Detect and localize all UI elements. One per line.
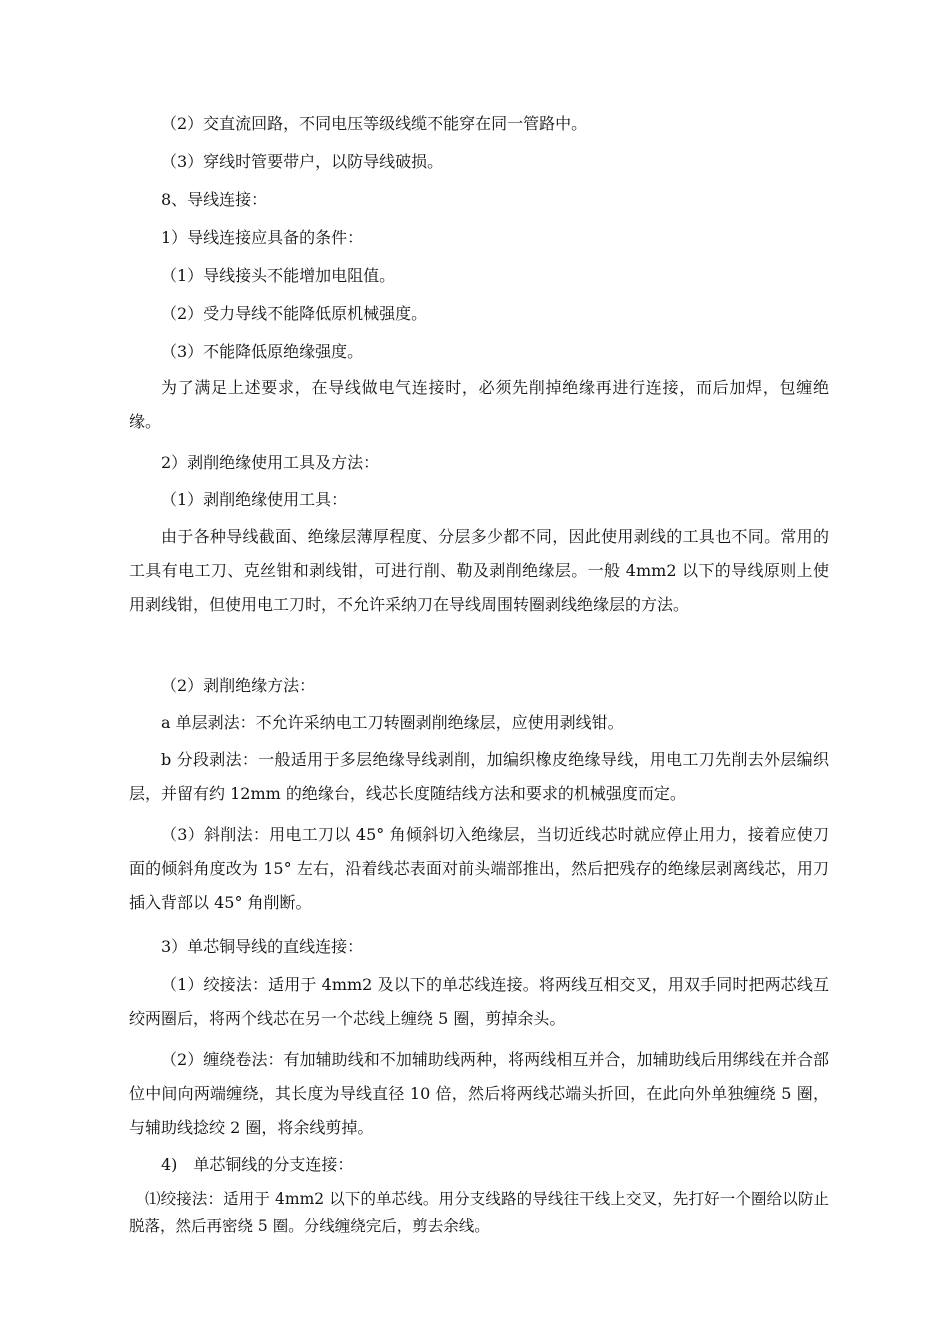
- paragraph-method-b: b 分段剥法：一般适用于多层绝缘导线剥削，加编织橡皮绝缘导线，用电工刀先削去外层编织层，并留有约 12mm 的绝缘台，线芯长度随结线方法和要求的机械强度而定。: [129, 750, 829, 803]
- paragraph-method-a: a 单层剥法：不允许采纳电工刀转圈剥削绝缘层，应使用剥线钳。: [161, 713, 624, 732]
- paragraph-tools-body: 由于各种导线截面、绝缘层薄厚程度、分层多少都不同，因此使用剥线的工具也不同。常用的工具有电工刀、克丝钳和剥线钳，可进行削、勒及剥削绝缘层。一般 4mm2 以下的导线原则上使用剥线钳，但使用电工刀时，不允许采纳刀在导线周围转圈剥线绝缘层的方法。: [129, 527, 829, 614]
- paragraph-condition-3: （3）不能降低原绝缘强度。: [161, 342, 364, 361]
- paragraph-winding-method: （2）缠绕卷法：有加辅助线和不加辅助线两种，将两线相互并合，加辅助线后用绑线在并合部位中间向两端缠绕，其长度为导线直径 10 倍，然后将两线芯端头折回，在此向外单独缠绕 5 圈，与辅助线捻绞 2 圈，将余线剪掉。: [129, 1050, 829, 1137]
- paragraph-2: （3）穿线时管要带户，以防导线破损。: [161, 152, 444, 171]
- paragraph-1: （2）交直流回路，不同电压等级线缆不能穿在同一管路中。: [161, 114, 588, 133]
- paragraph-methods-title: （2）剥削绝缘方法：: [161, 676, 316, 695]
- paragraph-method-slant: （3）斜削法：用电工刀以 45° 角倾斜切入绝缘层，当切近线芯时就应停止用力，接着应使刀面的倾斜角度改为 15° 左右，沿着线芯表面对前头端部推出，然后把残存的绝缘层剥离线芯，用刀插入背部以 45° 角削断。: [129, 825, 829, 912]
- paragraph-tools-title: （1）剥削绝缘使用工具：: [161, 490, 348, 509]
- paragraph-twist-method: （1）绞接法：适用于 4mm2 及以下的单芯线连接。将两线互相交叉，用双手同时把两芯线互绞两圈后，将两个线芯在另一个芯线上缠绕 5 圈，剪掉余头。: [129, 975, 829, 1028]
- section-heading-8: 8、导线连接：: [161, 190, 268, 209]
- subheading-1: 1）导线连接应具备的条件：: [161, 228, 364, 247]
- subheading-3: 3）单芯铜导线的直线连接：: [161, 937, 364, 956]
- paragraph-branch-twist: ⑴绞接法：适用于 4mm2 以下的单芯线。用分支线路的导线往干线上交叉，先打好一个圈给以防止脱落，然后再密绕 5 圈。分线缠绕完后，剪去余线。: [129, 1190, 829, 1235]
- paragraph-condition-2: （2）受力导线不能降低原机械强度。: [161, 304, 428, 323]
- subheading-4: 4) 单芯铜线的分支连接：: [161, 1155, 354, 1174]
- subheading-2: 2）剥削绝缘使用工具及方法：: [161, 453, 380, 472]
- paragraph-condition-1: （1）导线接头不能增加电阻值。: [161, 266, 396, 285]
- paragraph-requirements: 为了满足上述要求，在导线做电气连接时，必须先削掉绝缘再进行连接，而后加焊，包缠绝缘。: [129, 378, 829, 431]
